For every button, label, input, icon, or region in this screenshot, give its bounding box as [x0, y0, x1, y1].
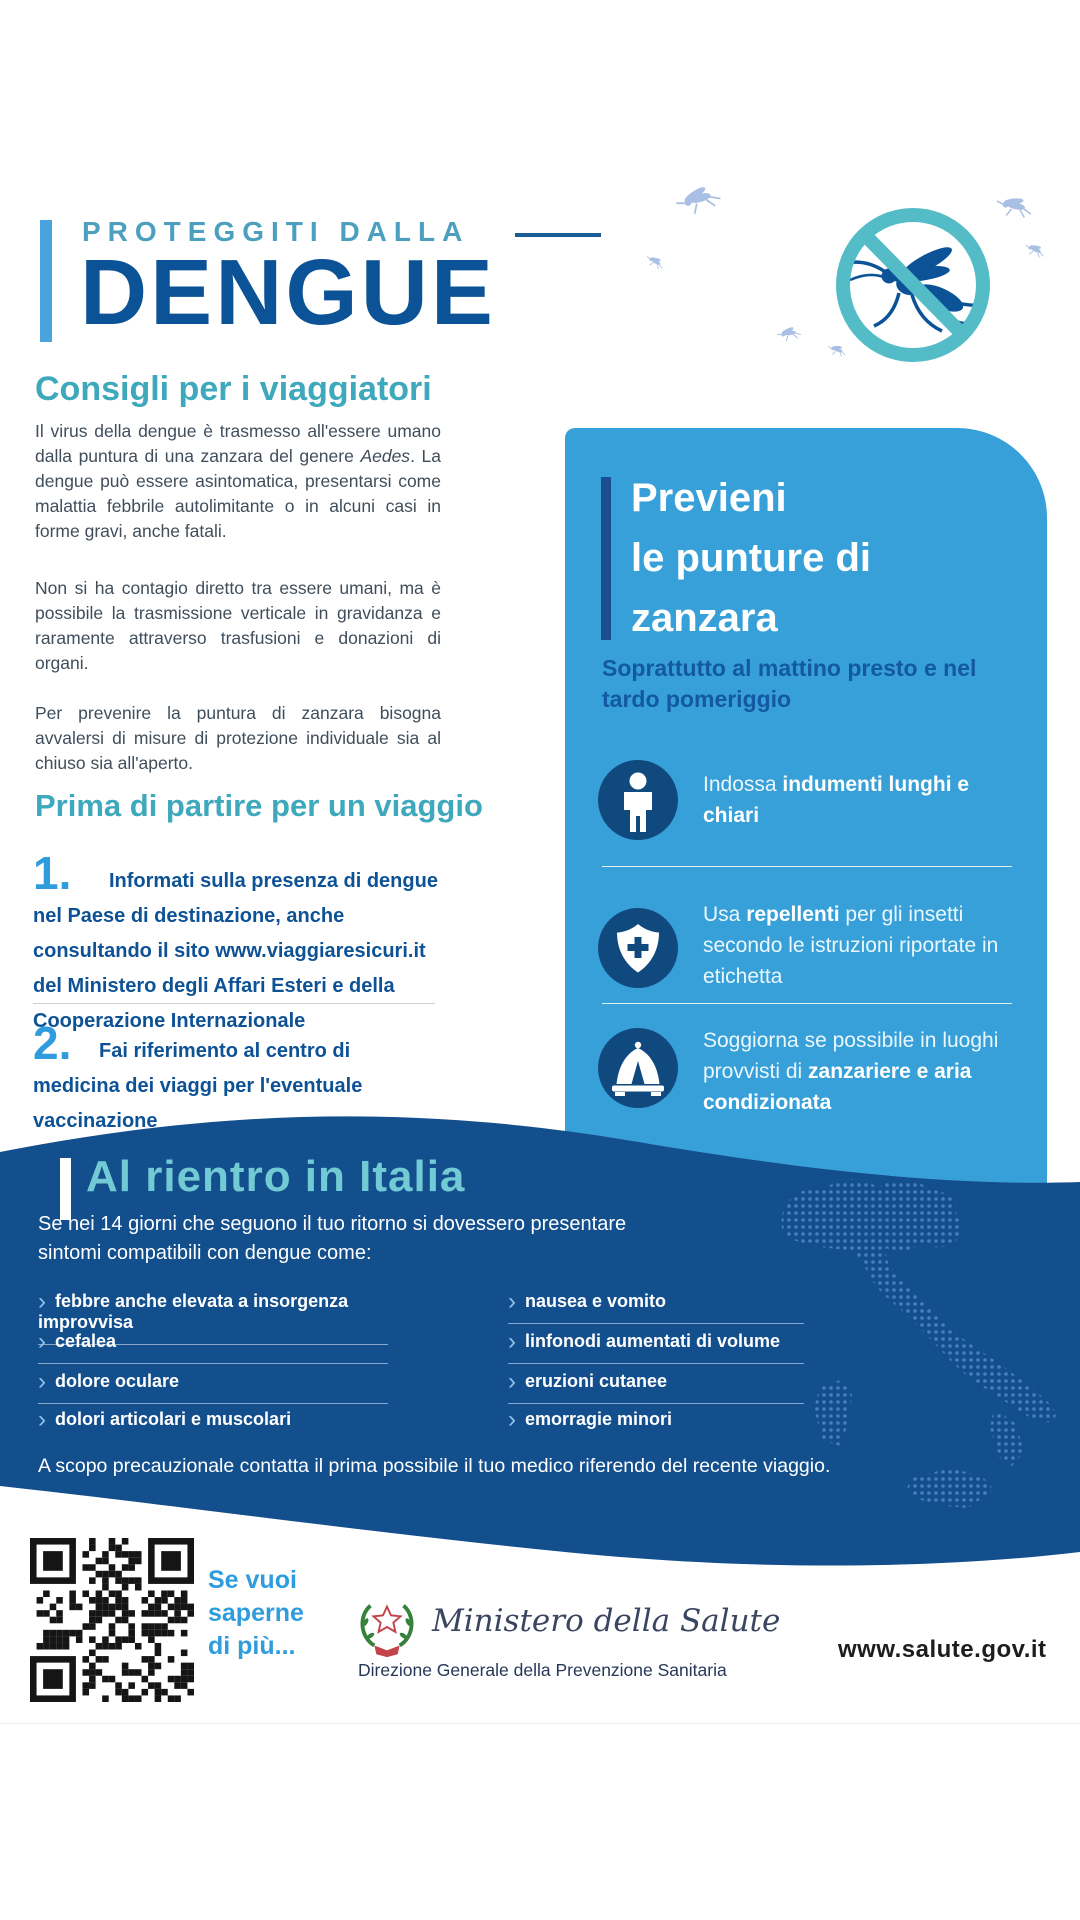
qr-caption-line: saperne — [208, 1599, 304, 1627]
qr-caption-line: di più... — [208, 1632, 296, 1660]
qr-caption-line: Se vuoi — [208, 1566, 297, 1594]
panel-accent-bar — [601, 477, 611, 640]
footer-divider — [0, 1723, 1080, 1724]
chevron-right-icon: › — [508, 1406, 516, 1433]
panel-heading-line: le punture di — [631, 536, 871, 580]
intro-paragraph-3: Per prevenire la puntura di zanzara bisogna avvalersi di misure di protezione individuale sia al chiuso sia all'aperto. — [35, 703, 441, 773]
poster-kicker: PROTEGGITI DALLA — [82, 216, 470, 247]
symptom-label: linfonodi aumentati di volume — [525, 1331, 781, 1351]
chevron-right-icon: › — [38, 1328, 46, 1355]
ministry-emblem-icon — [353, 1592, 421, 1664]
intro-paragraph-1-rest: . La dengue può essere asintomatica, presentarsi come malattia febbrile autolimitante o in alcuni casi in forme gravi, anche fatali. — [35, 446, 441, 541]
symptom-label: dolore oculare — [55, 1371, 180, 1391]
item-text-bold: zanzariere e aria condizionata — [703, 1060, 972, 1114]
symptom-item — [508, 1328, 804, 1364]
item-text-bold: indumenti lunghi e chiari — [703, 773, 970, 827]
mosquito-icon — [842, 215, 983, 355]
mosquito-icon — [776, 326, 801, 343]
intro-paragraph-2: Non si ha contagio diretto tra essere umani, ma è possibile la trasmissione verticale in gravidanza e raramente attraverso trasfusioni e donazioni di organi. — [35, 578, 441, 673]
mosquito-icon — [674, 182, 723, 217]
symptom-label: eruzioni cutanee — [525, 1371, 668, 1391]
chevron-right-icon: › — [38, 1406, 46, 1433]
panel-subtitle: Soprattutto al mattino presto e nel tardo pomeriggio — [602, 655, 977, 712]
panel-heading-line: zanzara — [631, 596, 778, 640]
symptom-label: emorragie minori — [525, 1409, 673, 1429]
symptom-item — [508, 1406, 804, 1441]
person-icon — [598, 760, 678, 840]
intro-heading: Consigli per i viaggiatori — [35, 370, 432, 408]
symptom-label: cefalea — [55, 1331, 117, 1351]
header-rule — [515, 233, 601, 237]
step-1-text: Informati sulla presenza di dengue nel Paese di destinazione, anche consultando il sito www.viaggiaresicuri.it del Ministero degli Affari Esteri e della Cooperazione Internazionale — [33, 870, 438, 1032]
poster-title: DENGUE — [80, 240, 496, 344]
item-text-bold: repellenti — [746, 903, 840, 926]
item-text: Soggiorna se possibile in luoghi provvisti di — [703, 1029, 999, 1083]
step-2-text: Fai riferimento al centro di medicina dei viaggi per l'eventuale vaccinazione — [33, 1040, 363, 1132]
step-separator — [33, 1003, 435, 1004]
symptom-label: dolori articolari e muscolari — [55, 1409, 292, 1429]
no-mosquito-icon — [590, 140, 1080, 390]
chevron-right-icon: › — [508, 1328, 516, 1355]
return-note: A scopo precauzionale contatta il prima possibile il tuo medico riferendo del recente viaggio. — [38, 1455, 831, 1477]
intro-paragraph-1-text: Il virus della dengue è trasmesso all'essere umano dalla puntura di una zanzara del genere — [35, 421, 441, 466]
symptom-label: nausea e vomito — [525, 1291, 667, 1311]
return-intro: Se nei 14 giorni che seguono il tuo ritorno si dovessero presentare sintomi compatibili con dengue come: — [38, 1213, 627, 1264]
panel-item-repellent — [703, 899, 1025, 992]
panel-separator — [602, 866, 1012, 867]
symptom-item — [38, 1328, 388, 1364]
panel-heading — [631, 468, 871, 648]
symptom-item — [38, 1406, 388, 1441]
symptom-label: febbre anche elevata a insorgenza improvvisa — [38, 1291, 349, 1332]
item-text: Usa — [703, 903, 747, 926]
item-text: per gli insetti secondo le istruzioni riportate in etichetta — [703, 903, 999, 988]
mosquito-icon — [826, 342, 847, 358]
panel-item-clothing — [703, 769, 1025, 831]
chevron-right-icon: › — [508, 1288, 516, 1315]
symptom-item — [508, 1368, 804, 1404]
symptom-item — [508, 1288, 804, 1324]
panel-separator — [602, 1003, 1012, 1004]
header-accent-bar — [40, 220, 52, 342]
step-1-number: 1. — [33, 847, 72, 899]
website-url: www.salute.gov.it — [838, 1636, 1047, 1663]
return-heading: Al rientro in Italia — [86, 1152, 466, 1201]
ministry-name: Ministero della Salute — [432, 1603, 781, 1639]
shield-cross-icon — [598, 908, 678, 988]
item-text: Indossa — [703, 773, 783, 796]
chevron-right-icon: › — [508, 1368, 516, 1395]
mosquito-icon — [994, 193, 1034, 221]
chevron-right-icon: › — [38, 1288, 46, 1315]
mosquito-icon — [1023, 240, 1047, 259]
before-departure-heading: Prima di partire per un viaggio — [35, 788, 483, 823]
chevron-right-icon: › — [38, 1368, 46, 1395]
panel-heading-line: Previeni — [631, 476, 787, 520]
ministry-department: Direzione Generale della Prevenzione Sanitaria — [358, 1660, 727, 1680]
aedes-italic: Aedes — [360, 446, 411, 466]
intro-paragraph-1 — [35, 419, 441, 544]
step-2-number: 2. — [33, 1017, 72, 1069]
mosquito-icon — [644, 253, 666, 272]
symptom-item — [38, 1368, 388, 1404]
